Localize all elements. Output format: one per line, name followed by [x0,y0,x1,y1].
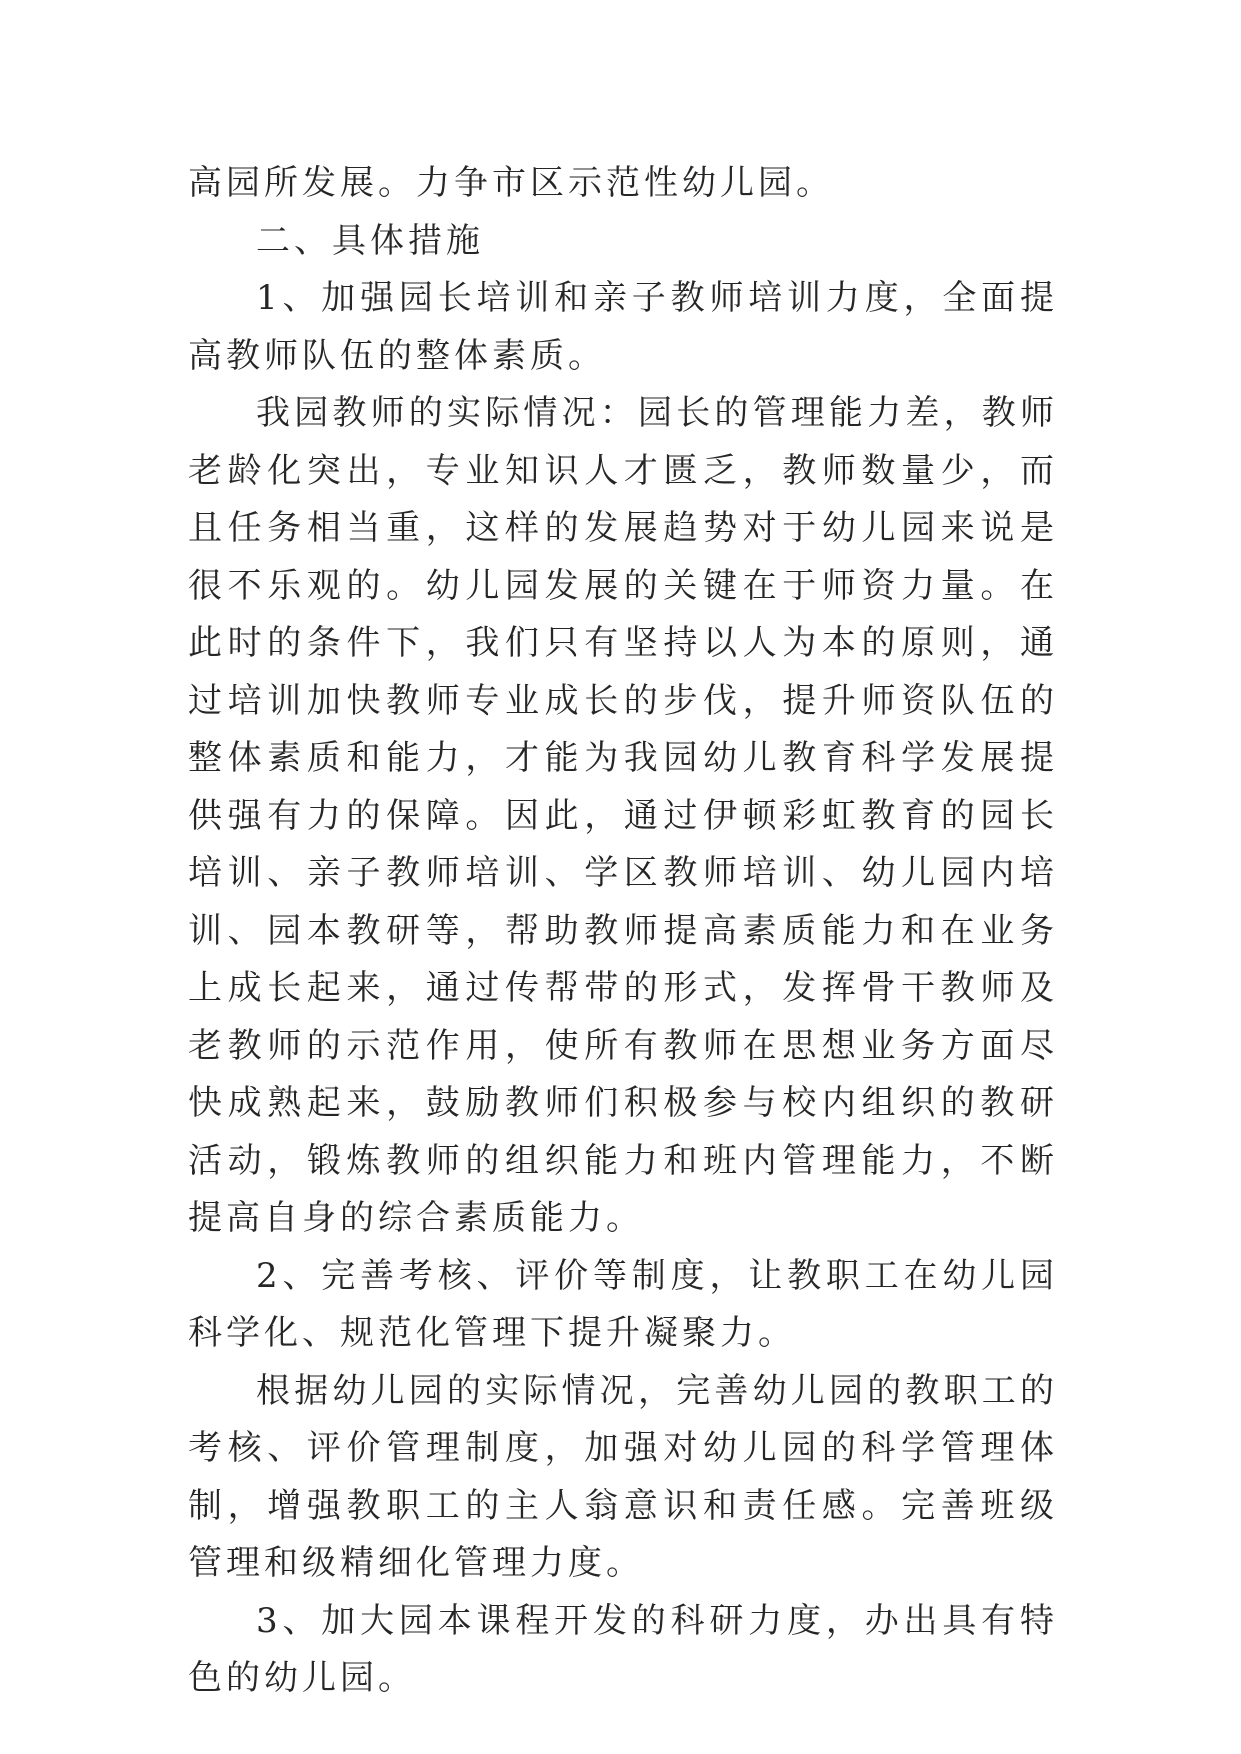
paragraph-evaluation-system: 根据幼儿园的实际情况，完善幼儿园的教职工的考核、评价管理制度，加强对幼儿园的科学管理体制，增强教职工的主人翁意识和责任感。完善班级管理和级精细化管理力度。 [188,1370,1058,1583]
measure-heading-3: 3、加大园本课程开发的科研力度，办出具有特色的幼儿园。 [188,1600,1058,1698]
document-body [188,155,1058,1708]
paragraph-teacher-situation: 我园教师的实际情况：园长的管理能力差，教师老龄化突出，专业知识人才匮乏，教师数量少，而且任务相当重，这样的发展趋势对于幼儿园来说是很不乐观的。幼儿园发展的关键在于师资力量。在此时的条件下，我们只有坚持以人为本的原则，通过培训加快教师专业成长的步伐，提升师资队伍的整体素质和能力，才能为我园幼儿教育科学发展提供强有力的保障。因此，通过伊顿彩虹教育的园长培训、亲子教师培训、学区教师培训、幼儿园内培训、园本教研等，帮助教师提高素质能力和在业务上成长起来，通过传帮带的形式，发挥骨干教师及老教师的示范作用，使所有教师在思想业务方面尽快成熟起来，鼓励教师们积极参与校内组织的教研活动，锻炼教师的组织能力和班内管理能力，不断提高自身的综合素质能力。 [188,393,1058,1238]
measure-heading-1: 1、加强园长培训和亲子教师培训力度，全面提高教师队伍的整体素质。 [188,278,1058,376]
paragraph-continuation: 高园所发展。力争市区示范性幼儿园。 [188,163,834,203]
measure-heading-2: 2、完善考核、评价等制度，让教职工在幼儿园科学化、规范化管理下提升凝聚力。 [188,1255,1058,1353]
section-heading-specific-measures: 二、具体措施 [256,220,484,261]
